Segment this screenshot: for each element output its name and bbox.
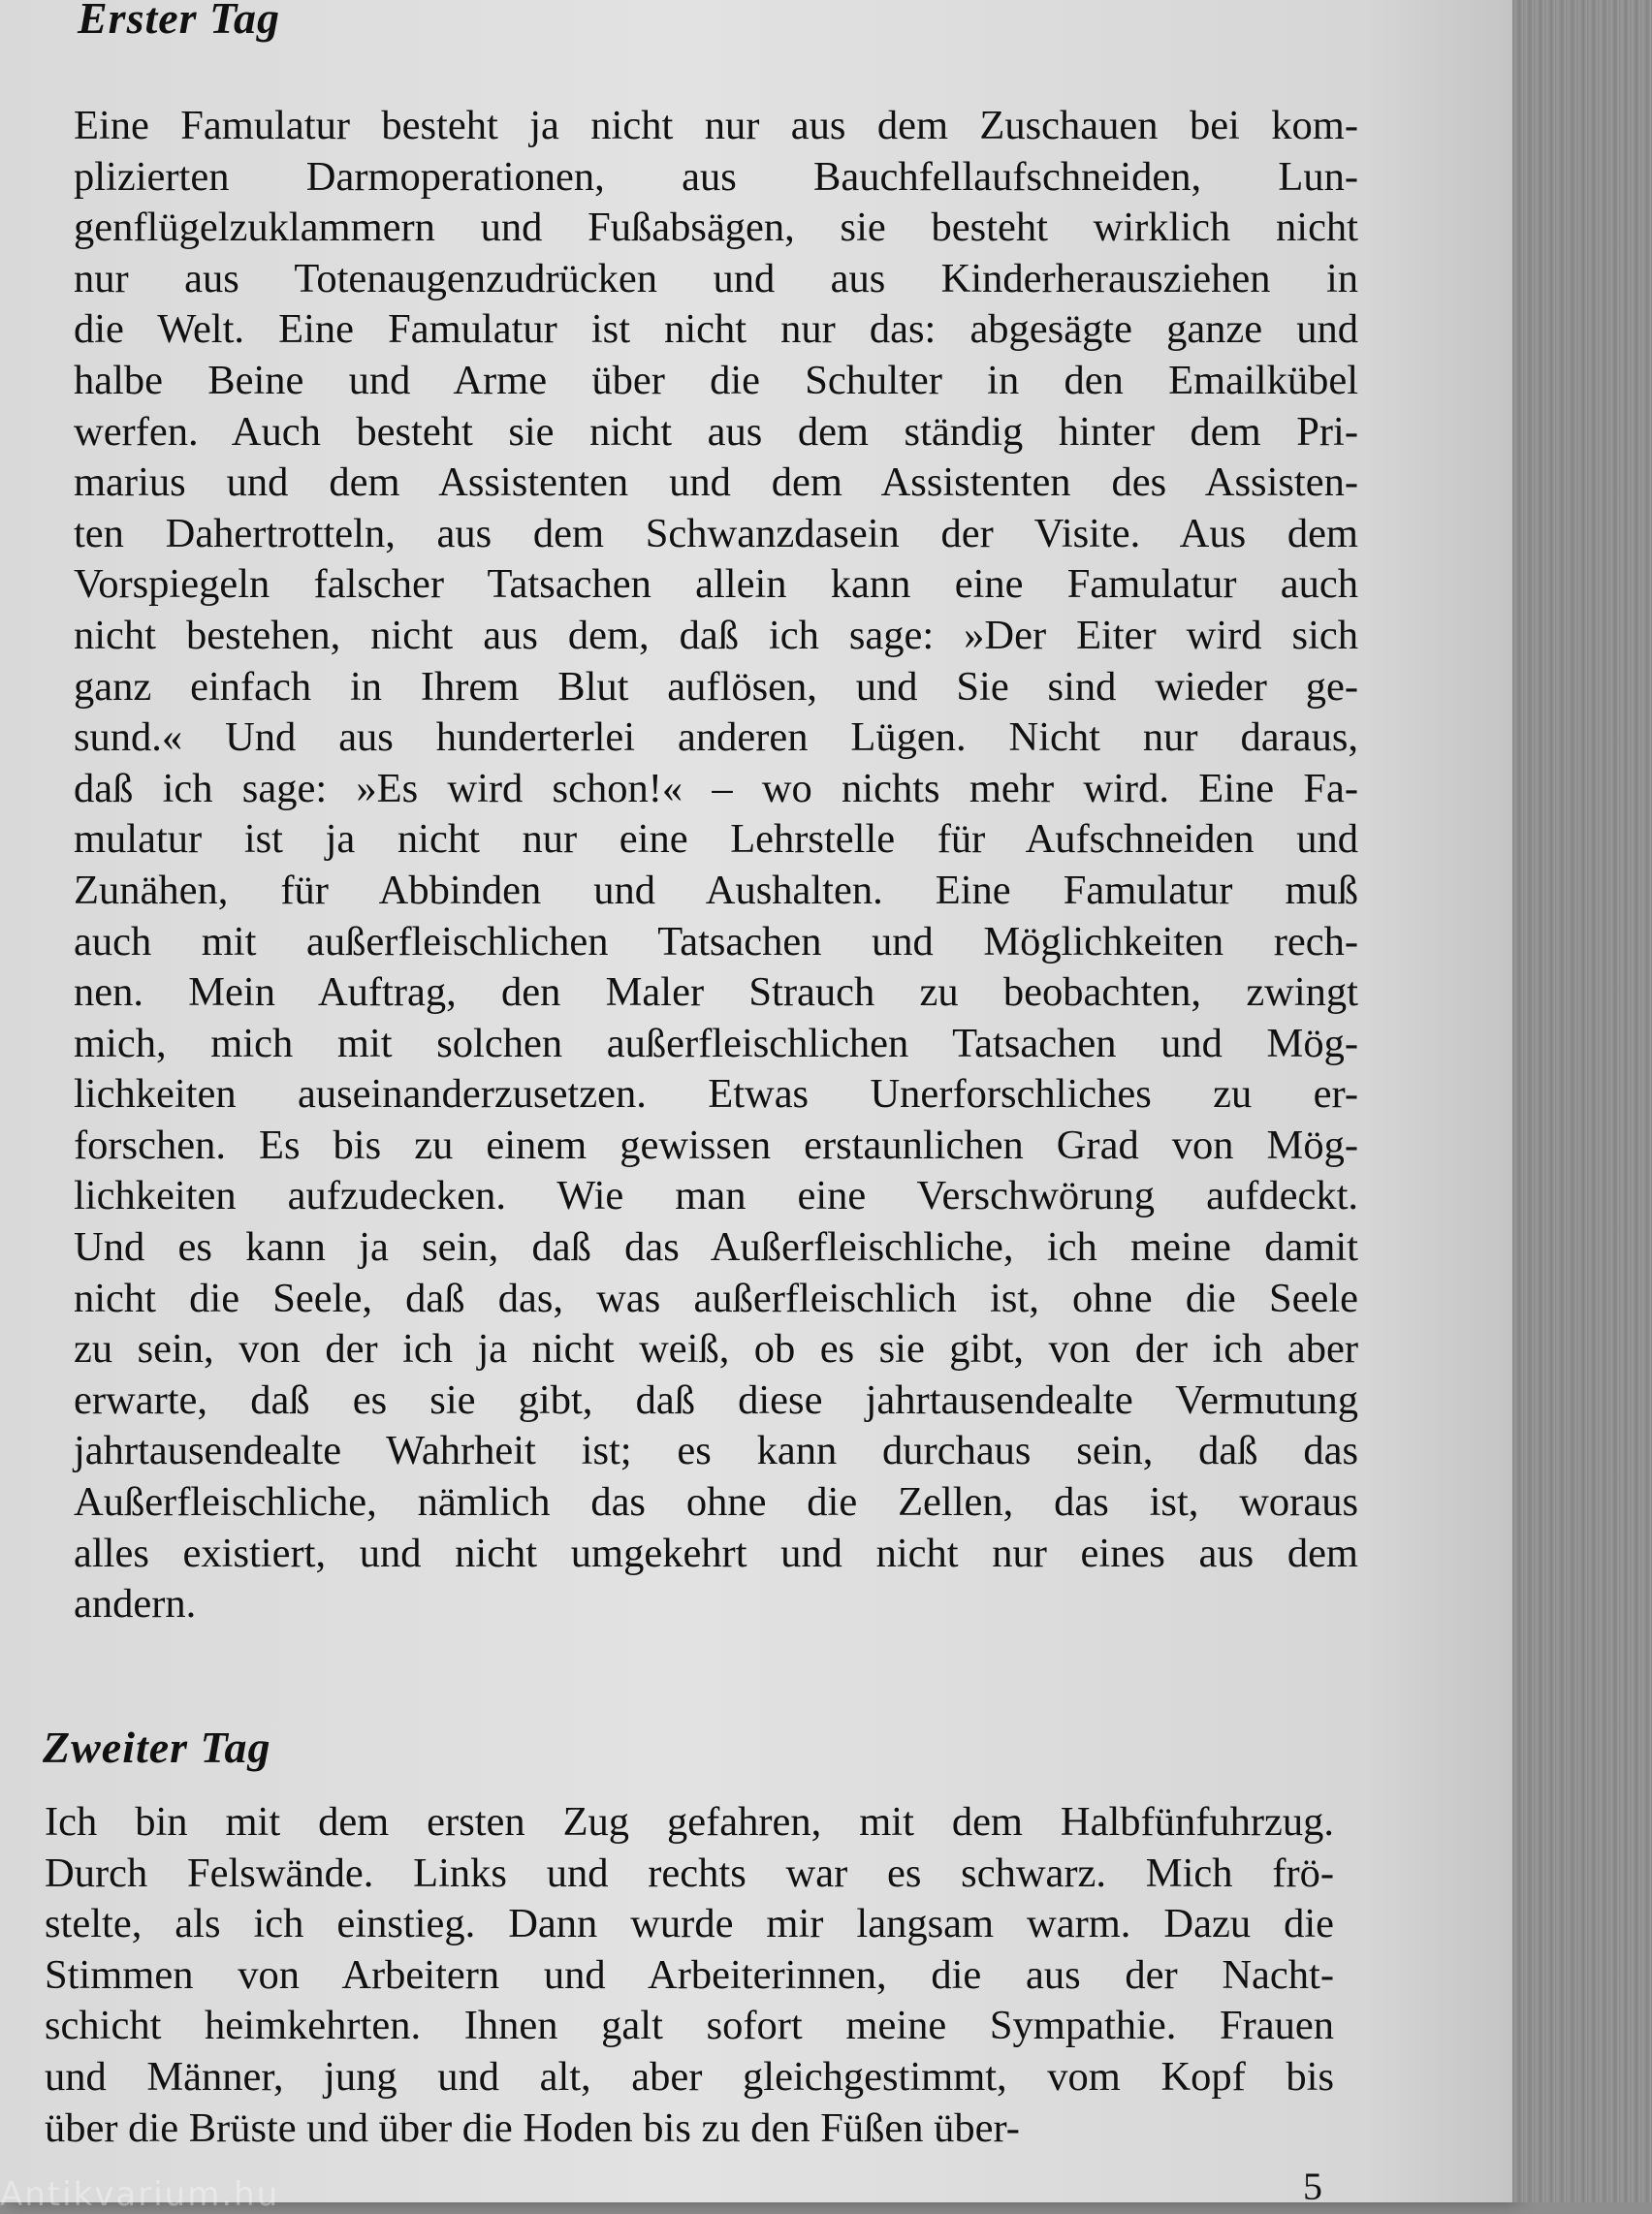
text-line: Außerfleischliche, nämlich das ohne die Zellen, das ist, woraus bbox=[74, 1479, 1358, 1526]
text-line: Eine Famulatur besteht ja nicht nur aus dem Zuschauen bei kom- bbox=[74, 103, 1358, 148]
text-line: erwarte, daß es sie gibt, daß diese jahrtausendealte Vermutung bbox=[74, 1376, 1358, 1423]
text-line: ganz einfach in Ihrem Blut auflösen, und Sie sind wieder ge- bbox=[74, 663, 1358, 710]
text-line: die Welt. Eine Famulatur ist nicht nur das: abgesägte ganze und bbox=[74, 306, 1358, 353]
text-line: nen. Mein Auftrag, den Maler Strauch zu beobachten, zwingt bbox=[74, 969, 1358, 1016]
text-line: sund.« Und aus hunderterlei anderen Lügen. Nicht nur daraus, bbox=[74, 714, 1358, 761]
text-line: halbe Beine und Arme über die Schulter in den Emailkübel bbox=[74, 357, 1358, 403]
text-line: werfen. Auch besteht sie nicht aus dem ständig hinter dem Pri- bbox=[74, 408, 1358, 455]
text-line: Durch Felswände. Links und rechts war es schwarz. Mich frö- bbox=[45, 1850, 1334, 1896]
text-line: zu sein, von der ich ja nicht weiß, ob es sie gibt, von der ich aber bbox=[74, 1326, 1358, 1373]
text-line: jahrtausendealte Wahrheit ist; es kann durchaus sein, daß das bbox=[74, 1428, 1358, 1474]
paragraph-erster-tag bbox=[74, 101, 1358, 1630]
text-line: plizierten Darmoperationen, aus Bauchfellaufschneiden, Lun- bbox=[74, 153, 1358, 200]
text-line: lichkeiten aufzudecken. Wie man eine Verschwörung aufdeckt. bbox=[74, 1173, 1358, 1219]
text-line: Stimmen von Arbeitern und Arbeiterinnen, die aus der Nacht- bbox=[45, 1951, 1334, 1998]
text-line: marius und dem Assistenten und dem Assistenten des Assisten- bbox=[74, 459, 1358, 506]
text-line: daß ich sage: »Es wird schon!« – wo nichts mehr wird. Eine Fa- bbox=[74, 765, 1358, 811]
text-line: Zunähen, für Abbinden und Aushalten. Eine Famulatur muß bbox=[74, 867, 1358, 913]
section-title-zweiter-tag: Zweiter Tag bbox=[43, 1723, 271, 1772]
text-line: nicht die Seele, daß das, was außerfleischlich ist, ohne die Seele bbox=[74, 1275, 1358, 1321]
text-line: stelte, als ich einstieg. Dann wurde mir langsam warm. Dazu die bbox=[45, 1901, 1334, 1947]
section-title-erster-tag: Erster Tag bbox=[78, 0, 280, 43]
page-edge-stack bbox=[1512, 0, 1652, 2202]
text-line: auch mit außerfleischlichen Tatsachen und Möglichkeiten rech- bbox=[74, 918, 1358, 965]
text-line: nicht bestehen, nicht aus dem, daß ich sage: »Der Eiter wird sich bbox=[74, 612, 1358, 658]
text-line: und Männer, jung und alt, aber gleichgestimmt, vom Kopf bis bbox=[45, 2053, 1334, 2100]
text-line: über die Brüste und über die Hoden bis zu den Füßen über- bbox=[45, 2104, 1020, 2151]
text-line: alles existiert, und nicht umgekehrt und nicht nur eines aus dem bbox=[74, 1530, 1358, 1576]
watermark: Antikvarium.hu bbox=[0, 2175, 280, 2214]
text-line: ten Dahertrotteln, aus dem Schwanzdasein der Visite. Aus dem bbox=[74, 510, 1358, 556]
text-line: schicht heimkehrten. Ihnen galt sofort meine Sympathie. Frauen bbox=[45, 2003, 1334, 2049]
text-line: mich, mich mit solchen außerfleischlichen Tatsachen und Mög- bbox=[74, 1020, 1358, 1066]
text-line: nur aus Totenaugenzudrücken und aus Kinderherausziehen in bbox=[74, 255, 1358, 301]
text-line: forschen. Es bis zu einem gewissen erstaunlichen Grad von Mög- bbox=[74, 1122, 1358, 1168]
text-line: andern. bbox=[74, 1581, 197, 1628]
page-number: 5 bbox=[1303, 2165, 1322, 2208]
text-line: Ich bin mit dem ersten Zug gefahren, mit dem Halbfünfuhrzug. bbox=[45, 1799, 1334, 1845]
text-line: genflügelzuklammern und Fußabsägen, sie besteht wirklich nicht bbox=[74, 205, 1358, 251]
text-line: mulatur ist ja nicht nur eine Lehrstelle für Aufschneiden und bbox=[74, 816, 1358, 863]
paragraph-zweiter-tag bbox=[45, 1797, 1334, 2154]
text-line: lichkeiten auseinanderzusetzen. Etwas Unerforschliches zu er- bbox=[74, 1071, 1358, 1118]
text-line: Vorspiegeln falscher Tatsachen allein kann eine Famulatur auch bbox=[74, 561, 1358, 608]
text-line: Und es kann ja sein, daß das Außerfleischliche, ich meine damit bbox=[74, 1224, 1358, 1271]
